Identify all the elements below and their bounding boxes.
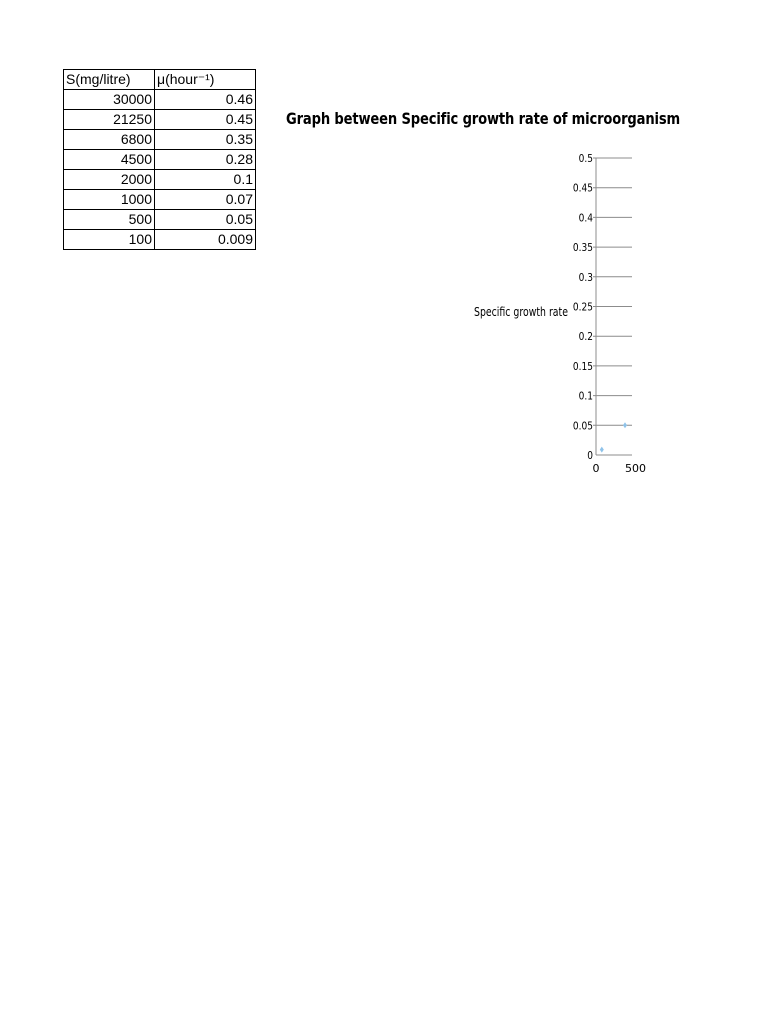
cell-substrate: 21250: [64, 110, 155, 130]
cell-substrate: 2000: [64, 170, 155, 190]
cell-growth-rate: 0.07: [155, 190, 256, 210]
cell-growth-rate: 0.28: [155, 150, 256, 170]
y-tick-label: 0.15: [572, 361, 593, 374]
table-row: [64, 230, 256, 250]
chart-title-clip: [286, 109, 680, 135]
chart-title: Graph between Specific growth rate of microorganism: [286, 109, 680, 128]
table-row: [64, 130, 256, 150]
data-point: [600, 447, 604, 453]
cell-growth-rate: 0.45: [155, 110, 256, 130]
y-tick-label: 0: [587, 450, 593, 463]
cell-growth-rate: 0.46: [155, 90, 256, 110]
x-tick-label: 500: [625, 462, 646, 475]
cell-substrate: 500: [64, 210, 155, 230]
table-row: [64, 190, 256, 210]
y-tick-label: 0.3: [578, 272, 593, 285]
header-substrate: S(mg/litre): [64, 70, 155, 90]
table-row: [64, 150, 256, 170]
y-tick-label: 0.45: [572, 182, 593, 195]
cell-growth-rate: 0.05: [155, 210, 256, 230]
table-row: [64, 170, 256, 190]
data-table: [63, 69, 256, 250]
table-row: [64, 110, 256, 130]
y-tick-label: 0.25: [572, 301, 593, 314]
data-point: [623, 422, 627, 428]
y-tick-label: 0.05: [572, 420, 593, 433]
y-axis-label: Specific growth rate: [474, 305, 568, 319]
cell-substrate: 1000: [64, 190, 155, 210]
cell-substrate: 6800: [64, 130, 155, 150]
y-tick-label: 0.5: [578, 153, 593, 166]
y-tick-label: 0.2: [578, 331, 593, 344]
y-tick-label: 0.35: [572, 242, 593, 255]
cell-substrate: 100: [64, 230, 155, 250]
table-row: [64, 210, 256, 230]
x-tick-label: 0: [592, 462, 600, 475]
header-growth-rate: μ(hour⁻¹): [155, 70, 256, 90]
cell-growth-rate: 0.009: [155, 230, 256, 250]
table-row: [64, 90, 256, 110]
cell-growth-rate: 0.35: [155, 130, 256, 150]
scatter-chart: [560, 140, 646, 480]
cell-growth-rate: 0.1: [155, 170, 256, 190]
y-tick-label: 0.4: [578, 212, 593, 225]
cell-substrate: 4500: [64, 150, 155, 170]
y-tick-label: 0.1: [578, 390, 593, 403]
table-header-row: [64, 70, 256, 90]
cell-substrate: 30000: [64, 90, 155, 110]
